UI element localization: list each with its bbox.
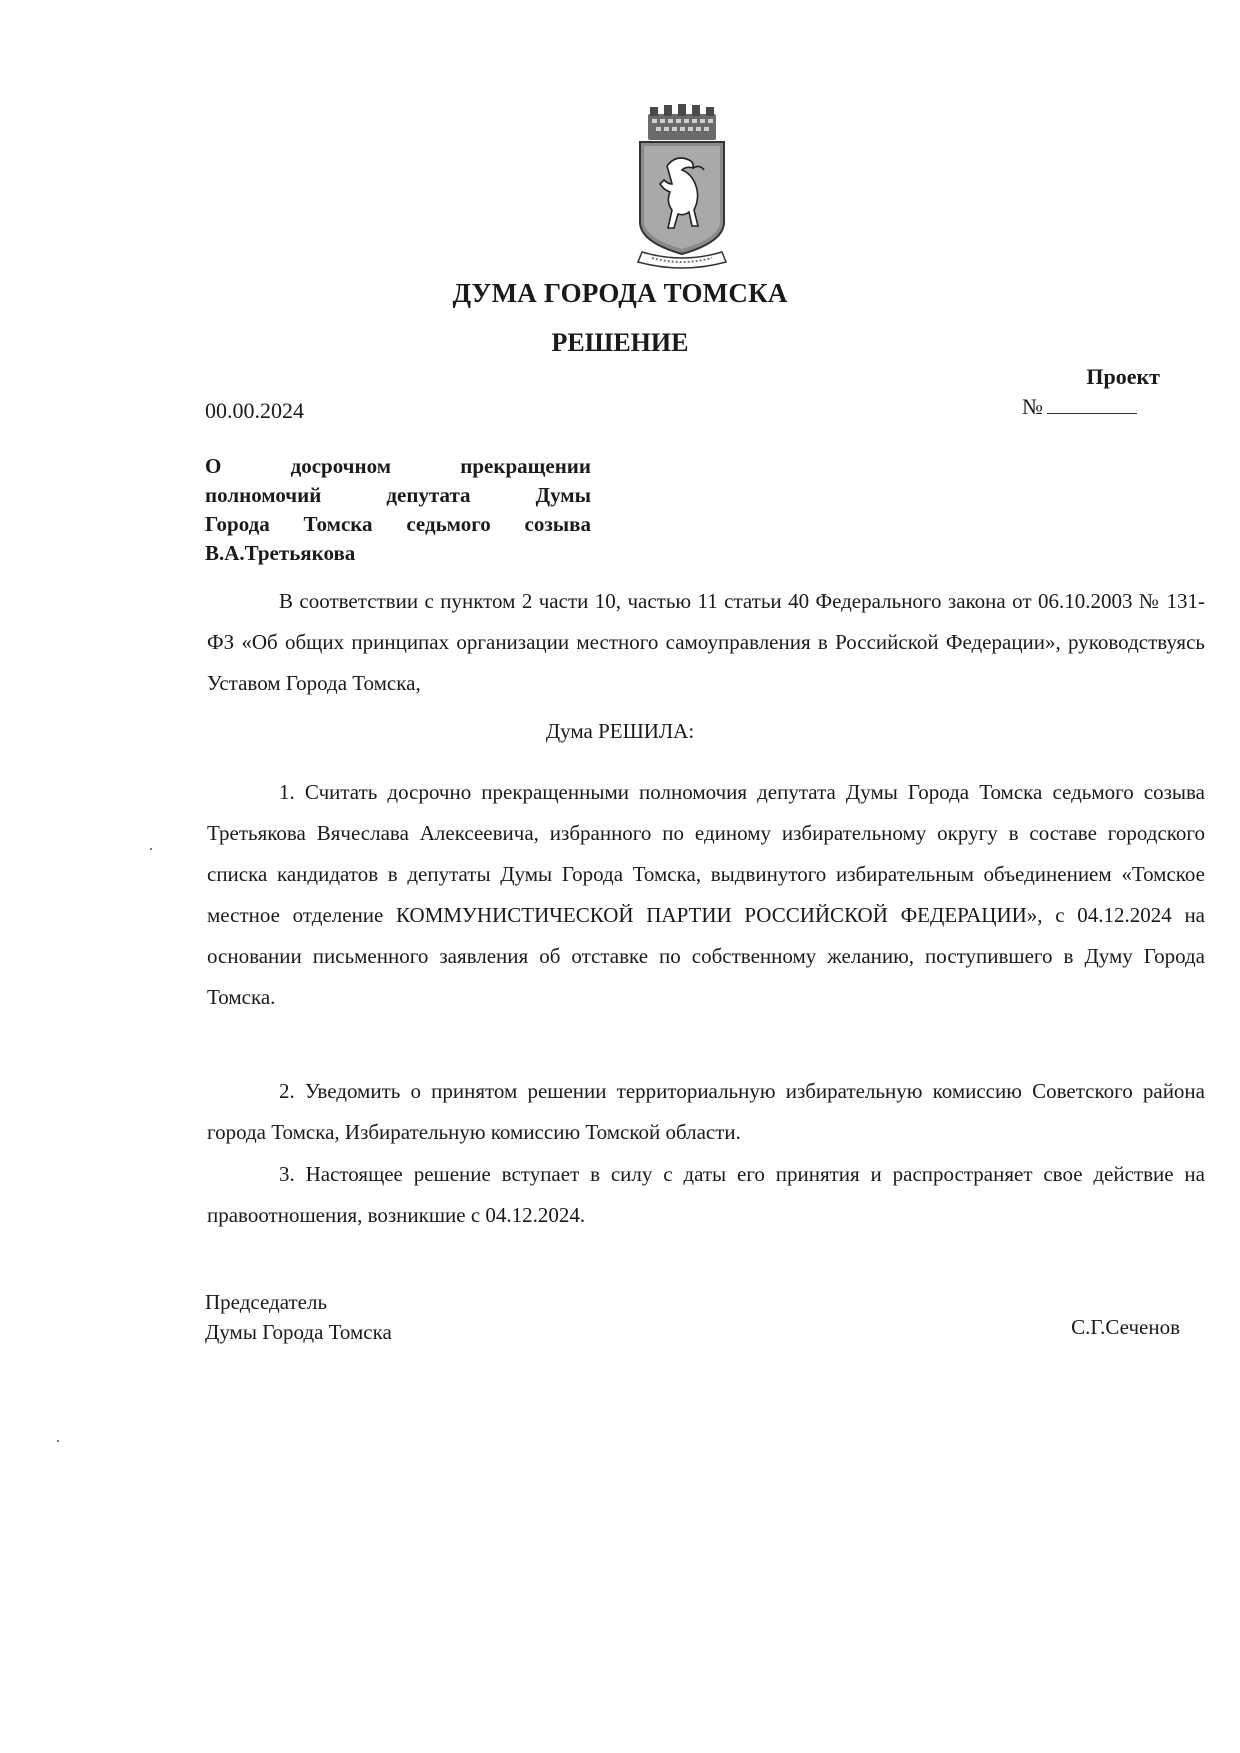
scan-speck [57,1440,59,1442]
draft-mark: Проект [1086,364,1160,389]
scan-speck [150,848,152,850]
document-date: 00.00.2024 [205,398,304,423]
document-kind: РЕШЕНИЕ [551,328,689,357]
subject-line: В.А.Третьякова [205,541,356,565]
signatory-name: С.Г.Сеченов [1071,1315,1180,1339]
decision-item-text: 3. Настоящее решение вступает в силу с даты его принятия и распространяет свое действие на правоотношения, возникшие с 04.12.2024. [207,1162,1205,1227]
signatory-position [205,1287,392,1347]
subject-line: О досрочном прекращении [205,454,591,478]
preamble-paragraph [207,581,1205,704]
subject-line: Города Томска седьмого созыва [205,512,591,536]
tomsk-coat-of-arms-icon [634,104,730,272]
decided-heading: Дума РЕШИЛА: [545,719,695,743]
document-subject [205,452,591,568]
decision-item-text: 1. Считать досрочно прекращенными полномочия депутата Думы Города Томска седьмого созыва Третьякова Вячеслава Алексеевича, избранного по единому избирательному округу в составе городского списка кандидатов в депутаты Думы Города Томска, выдвинутого избирательным объединением «Томское местное отделение КОММУНИСТИЧЕСКОЙ ПАРТИИ РОССИЙСКОЙ ФЕДЕРАЦИИ», с 04.12.2024 на основании письменного заявления об отставке по собственному желанию, поступившего в Думу Города Томска. [207,780,1205,1009]
number-label: № [1022,394,1043,419]
organization-title: ДУМА ГОРОДА ТОМСКА [452,278,788,308]
number-blank [1047,395,1137,414]
decision-item-text: 2. Уведомить о принятом решении территориальную избирательную комиссию Советского района города Томска, Избирательную комиссию Томской области. [207,1079,1205,1144]
decision-item-1 [207,772,1205,1018]
subject-line: полномочий депутата Думы [205,483,591,507]
decision-item-3 [207,1154,1205,1236]
signatory-position-line: Думы Города Томска [205,1320,392,1344]
document-number [1022,394,1137,420]
signatory-position-line: Председатель [205,1290,328,1314]
decision-item-2 [207,1071,1205,1153]
preamble-text: В соответствии с пунктом 2 части 10, частью 11 статьи 40 Федерального закона от 06.10.2003 № 131-ФЗ «Об общих принципах организации местного самоуправления в Российской Федерации», руководствуясь Уставом Города Томска, [207,589,1205,695]
